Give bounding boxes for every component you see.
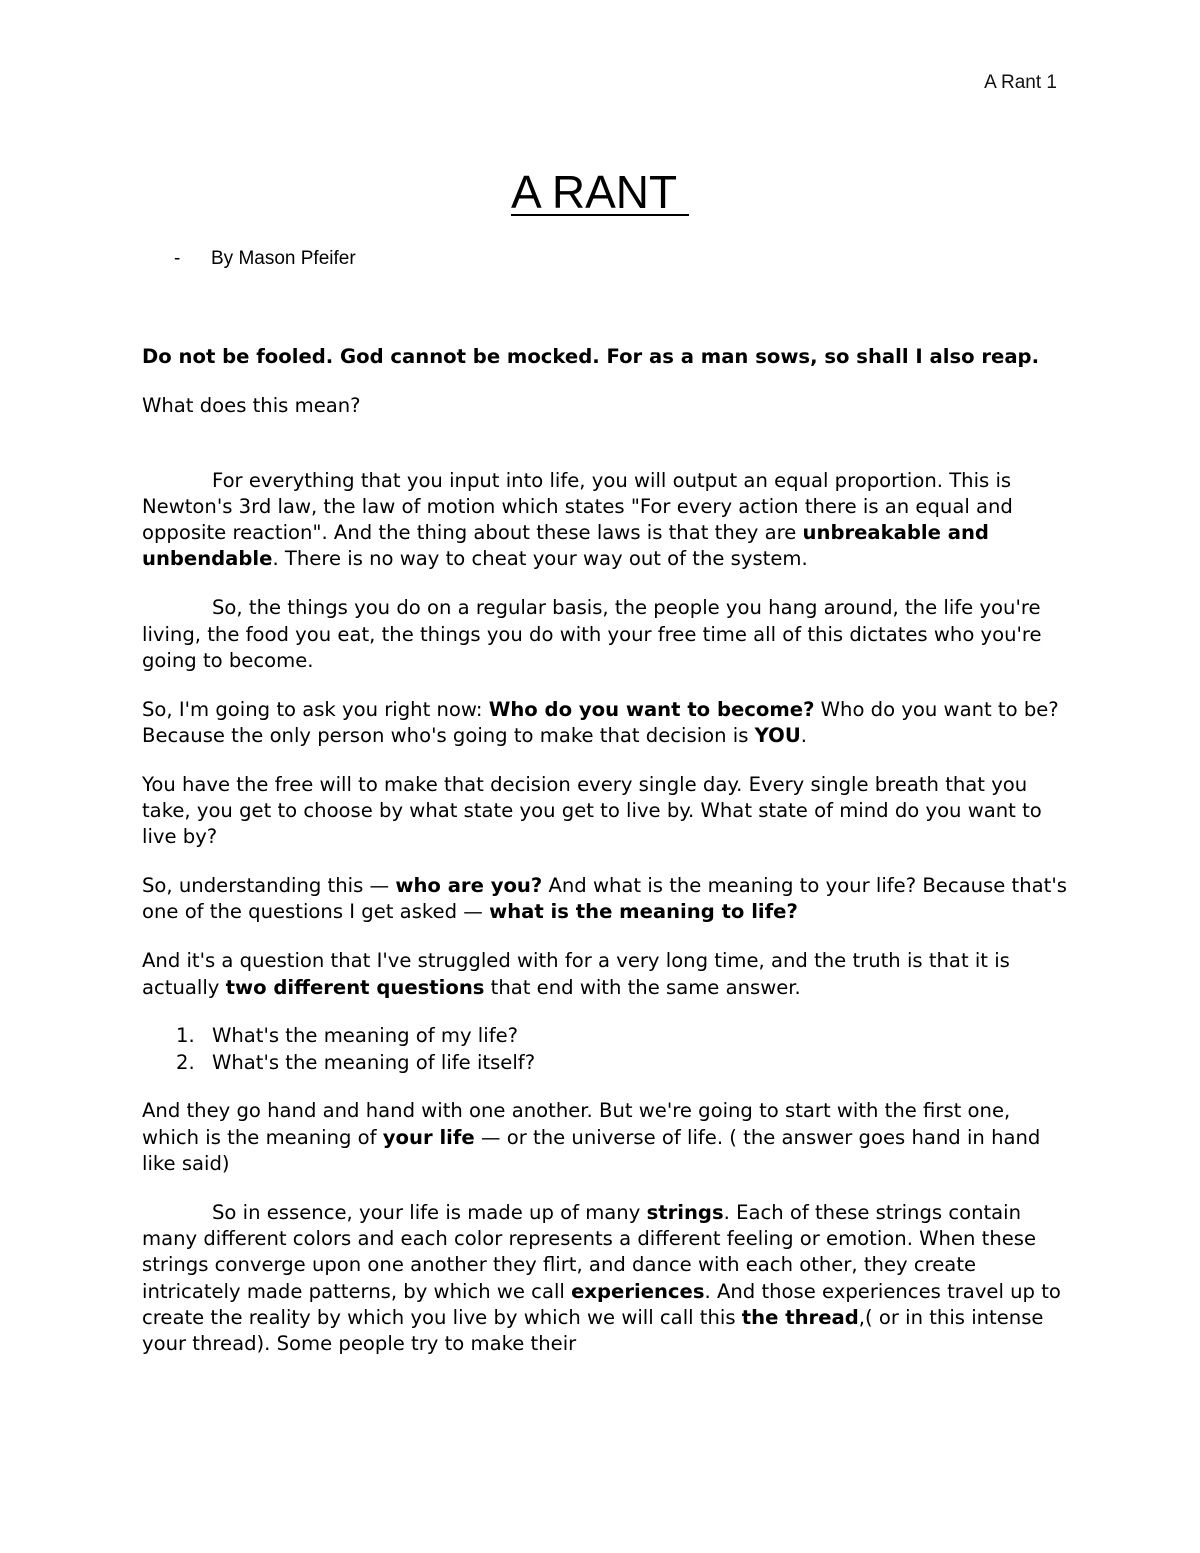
p6-text-2: that end with the same answer.: [484, 975, 801, 999]
opening-quote: [142, 344, 1067, 370]
quote-text: Do not be fooled. God cannot be mocked. For as a man sows, so shall I also reap.: [142, 345, 1040, 368]
p3-text-2: Who do you want to be? Because the only person who's going to make that decision is: [142, 697, 1059, 747]
p8-text-3: . And those experiences travel up to create the reality by which you live by which we will call this: [142, 1279, 1061, 1330]
p8-bold-2: experiences: [571, 1279, 705, 1303]
p3-text-3: .: [800, 723, 807, 747]
p5-bold-1: who are you?: [395, 874, 543, 898]
paragraph-2: So, the things you do on a regular basis, the people you hang around, the life you're living, the food you eat, the things you do with your free time all of this dictates who you're going to become.: [142, 596, 1042, 672]
p5-bold-2: what is the meaning to life?: [489, 900, 798, 924]
p5-text-2: And what is the meaning to your life? Because that's one of the questions I get asked —: [142, 874, 1067, 924]
paragraph-7: [142, 1098, 1067, 1177]
paragraph-4: You have the free will to make that decision every single day. Every single breath that you take, you get to choose by what state you get to live by. What state of mind do you want to live by?: [142, 772, 1042, 849]
list-number: 1.: [176, 1024, 195, 1048]
p6-bold-1: two different questions: [225, 975, 485, 999]
list-number: 2.: [176, 1050, 195, 1074]
blank-line: [142, 442, 1067, 468]
p6-text-1: And it's a question that I've struggled with for a very long time, and the truth is that it is actually: [142, 949, 1010, 999]
list-text: What's the meaning of life itself?: [212, 1050, 536, 1074]
p7-text-2: — or the universe of life. ( the answer goes hand in hand like said): [142, 1125, 1041, 1176]
paragraph-3: [142, 697, 1067, 750]
p3-bold-2: YOU: [754, 723, 801, 747]
p1-bold-1: unbreakable and unbendable: [142, 521, 989, 571]
byline-dash: -: [174, 248, 181, 269]
p8-text-1: So in essence, your life is made up of many: [212, 1200, 647, 1224]
p3-bold-1: Who do you want to become?: [488, 697, 815, 721]
document-body: [142, 344, 1067, 1380]
p3-text-1: So, I'm going to ask you right now:: [142, 697, 489, 721]
p1-text-1: For everything that you input into life, you will output an equal proportion. This is Newton's 3rd law, the law of motion which states "For every action there is an equal and opposite reaction". And the thing about these laws is that they are: [142, 468, 1013, 545]
p1-text-2: . There is no way to cheat your way out of the system.: [272, 547, 808, 571]
paragraph-8: [142, 1200, 1067, 1358]
byline: [174, 248, 356, 270]
page-header: A Rant 1: [984, 72, 1057, 93]
p8-text-4: ,( or in this intense your thread). Some people try to make their: [142, 1306, 1044, 1356]
paragraph-6: [142, 948, 1067, 1001]
list-text: What's the meaning of my life?: [212, 1024, 519, 1048]
p8-bold-3: the thread: [741, 1306, 859, 1330]
title-text: A RANT: [510, 166, 690, 218]
p8-bold-1: strings: [646, 1200, 724, 1224]
document-title: [0, 165, 1200, 219]
question-line: What does this mean?: [142, 393, 361, 417]
p8-text-2: . Each of these strings contain many different colors and each color represents a different feeling or emotion. When these strings converge upon one another they flirt, and dance with each other, they create intricately made patterns, by which we call: [142, 1200, 1037, 1303]
questions-list: [142, 1023, 1067, 1076]
list-item: [142, 1050, 1067, 1076]
p7-text-1: And they go hand and hand with one another. But we're going to start with the first one, which is the meaning of: [142, 1099, 1011, 1149]
byline-author: By Mason Pfeifer: [211, 248, 356, 269]
list-item: [142, 1023, 1067, 1049]
paragraph-5: [142, 873, 1067, 926]
p5-text-1: So, understanding this —: [142, 874, 396, 898]
p7-bold-1: your life: [382, 1125, 475, 1149]
paragraph-1: [142, 468, 1067, 573]
